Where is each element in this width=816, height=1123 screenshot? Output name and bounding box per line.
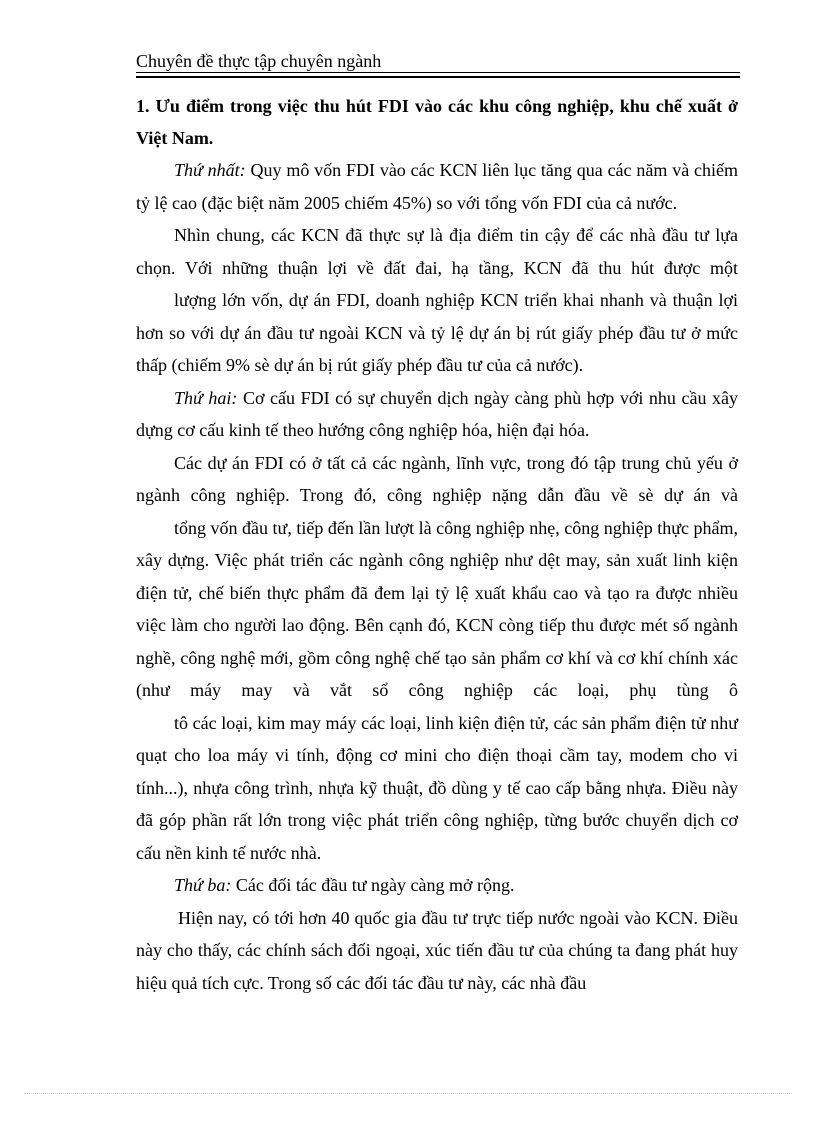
paragraph-second bbox=[136, 382, 738, 447]
page-header bbox=[136, 50, 740, 72]
label-thu-hai: Thứ hai: bbox=[174, 387, 238, 408]
paragraph-overview-b: lượng lớn vốn, dự án FDI, doanh nghiệp KCN triển khai nhanh và thuận lợi hơn so với dự án đầu tư ngoài KCN và tỷ lệ dự án bị rút giấy phép đầu tư ở mức thấp (chiếm 9% sè dự án bị rút giấy phép đầu tư của cả nước). bbox=[136, 290, 738, 375]
paragraph-third bbox=[136, 869, 738, 902]
paragraph-third-text: Các đối tác đầu tư ngày càng mở rộng. bbox=[231, 875, 515, 895]
paragraph-partners: Hiện nay, có tới hơn 40 quốc gia đầu tư trực tiếp nước ngoài vào KCN. Điều này cho thấy, các chính sách đối ngoại, xúc tiến đầu tư của chúng ta đang phát huy hiệu quả tích cực. Trong số các đối tác đầu tư này, các nhà đầu bbox=[136, 907, 738, 993]
paragraph-first-text: Quy mô vốn FDI vào các KCN liên lục tăng qua các năm và chiếm tỷ lệ cao (đặc biệt năm 2005 chiếm 45%) so với tổng vốn FDI của cả nước. bbox=[136, 160, 738, 213]
label-thu-nhat: Thứ nhất: bbox=[174, 160, 246, 180]
paragraph-projects-c: tô các loại, kim may máy các loại, linh kiện điện tử, các sản phẩm điện tử như quạt cho loa máy vi tính, động cơ mini cho điện thoại cầm tay, modem cho vi tính...), nhựa công trình, nhựa kỹ thuật, đồ dùng y tế cao cấp bằng nhựa. Điều này đã góp phần rất lớn trong việc phát triển công nghiệp, từng bước chuyển dịch cơ cấu nền kinh tế nước nhà. bbox=[136, 712, 738, 863]
paragraph-projects-b: tổng vốn đầu tư, tiếp đến lần lượt là công nghiệp nhẹ, công nghiệp thực phẩm, xây dựng. Việc phát triển các ngành công nghiệp như dệt may, sản xuất linh kiện điện tử, chế biến thực phẩm đã đem lại tỷ lệ xuất khẩu cao và tạo ra được nhiều việc làm cho người lao động. Bên cạnh đó, KCN còng tiếp thu được mét số ngành nghề, công nghệ mới, gồm công nghệ chế tạo sản phẩm cơ khí và cơ khí chính xác (như máy may và vắt sổ công nghiệp các loại, phụ tùng ô bbox=[136, 517, 738, 700]
paragraph-projects-a: Các dự án FDI có ở tất cả các ngành, lĩnh vực, trong đó tập trung chủ yếu ở ngành công nghiệp. Trong đó, công nghiệp nặng dẫn đầu về sè dự án và bbox=[136, 452, 738, 505]
header-rule-thin bbox=[136, 72, 740, 73]
page-bottom-divider bbox=[24, 1093, 792, 1094]
section-heading: 1. Ưu điểm trong việc thu hút FDI vào các khu công nghiệp, khu chế xuất ở Việt Nam. bbox=[136, 96, 738, 148]
paragraph-overview-a: Nhìn chung, các KCN đã thực sự là địa điểm tin cậy để các nhà đầu tư lựa chọn. Với những thuận lợi về đất đai, hạ tầng, KCN đã thu hút được một bbox=[136, 225, 738, 278]
header-rule-thick bbox=[136, 76, 740, 78]
label-thu-ba: Thứ ba: bbox=[174, 875, 232, 895]
paragraph-first bbox=[136, 154, 738, 219]
document-body bbox=[136, 90, 738, 999]
paragraph-second-text: Cơ cấu FDI có sự chuyển dịch ngày càng phù hợp với nhu cầu xây dựng cơ cấu kinh tế theo hướng công nghiệp hóa, hiện đại hóa. bbox=[136, 387, 738, 440]
header-title: Chuyên đề thực tập chuyên ngành bbox=[136, 51, 382, 71]
